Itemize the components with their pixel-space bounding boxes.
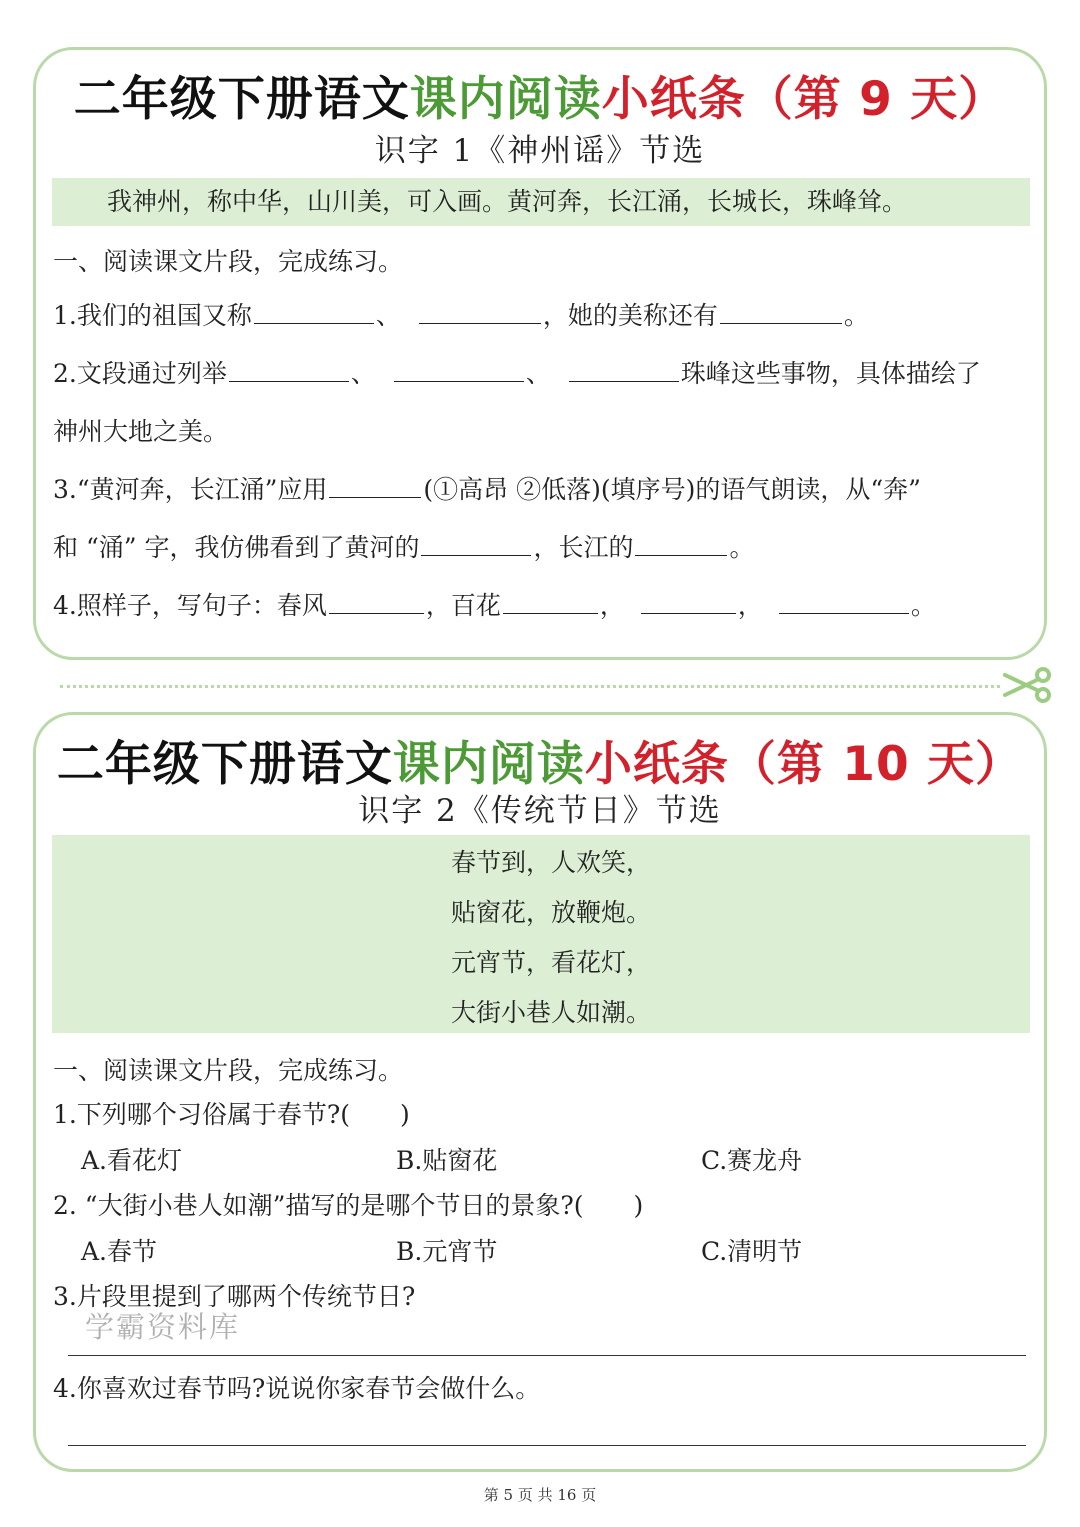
watermark: 学霸资料库 — [85, 1310, 241, 1344]
title-green: 课内阅读 — [392, 737, 585, 792]
day10-question-3: 3.片段里提到了哪两个传统节日? — [53, 1282, 416, 1311]
passage-line: 春节到，人欢笑， — [450, 848, 651, 877]
day9-question-2: 2.文段通过列举 、 、 珠峰这些事物，具体描绘了 — [53, 354, 981, 390]
title-red: 小纸条 — [584, 737, 729, 792]
option-a[interactable]: A.看花灯 — [81, 1146, 183, 1175]
answer-blank[interactable] — [394, 355, 524, 382]
answer-blank[interactable] — [254, 297, 374, 324]
passage-line: 贴窗花，放鞭炮。 — [450, 898, 651, 927]
day9-question-1: 1.我们的祖国又称 、 ，她的美称还有 。 — [53, 296, 869, 332]
day9-card — [33, 47, 1047, 660]
answer-blank[interactable] — [229, 355, 349, 382]
answer-blank[interactable] — [569, 355, 679, 382]
passage-line: 元宵节，看花灯， — [450, 948, 651, 977]
passage-line: 大街小巷人如潮。 — [450, 998, 651, 1027]
day10-passage — [52, 835, 1030, 1033]
title-green: 课内阅读 — [409, 72, 602, 127]
answer-blank[interactable] — [779, 587, 909, 614]
answer-blank[interactable] — [503, 587, 598, 614]
answer-blank[interactable] — [421, 529, 531, 556]
answer-blank[interactable] — [641, 587, 736, 614]
day10-title — [36, 727, 1044, 794]
scissors-icon — [1003, 665, 1053, 705]
answer-blank[interactable] — [720, 297, 842, 324]
title-black: 二年级下册语文 — [73, 72, 410, 127]
option-b[interactable]: B.贴窗花 — [396, 1146, 498, 1175]
day10-section-heading: 一、阅读课文片段，完成练习。 — [53, 1056, 404, 1085]
title-day: （第 10 天） — [728, 737, 1024, 792]
page-footer: 第 5 页 共 16 页 — [483, 1486, 597, 1504]
day9-subtitle: 识字 1《神州谣》节选 — [374, 133, 706, 169]
day9-question-3: 3.“黄河奔，长江涌”应用 (①高昂 ②低落)(填序号)的语气朗读，从“奔” — [53, 470, 921, 506]
answer-line[interactable] — [68, 1445, 1026, 1446]
day10-subtitle: 识字 2《传统节日》节选 — [358, 793, 722, 829]
title-red: 小纸条 — [601, 72, 746, 127]
day10-question-1: 1.下列哪个习俗属于春节?( ) — [53, 1100, 410, 1129]
day10-question-4: 4.你喜欢过春节吗?说说你家春节会做什么。 — [53, 1374, 541, 1403]
answer-line[interactable] — [68, 1355, 1026, 1356]
option-a[interactable]: A.春节 — [81, 1237, 158, 1266]
day10-card — [33, 712, 1047, 1472]
day9-question-2-cont: 神州大地之美。 — [53, 417, 229, 446]
answer-blank[interactable] — [329, 587, 424, 614]
answer-blank[interactable] — [635, 529, 727, 556]
title-day: （第 9 天） — [745, 72, 1007, 127]
answer-blank[interactable] — [419, 297, 541, 324]
day9-question-3-cont: 和 “涌” 字，我仿佛看到了黄河的 ，长江的 。 — [53, 528, 755, 564]
option-b[interactable]: B.元宵节 — [396, 1237, 498, 1266]
option-c[interactable]: C.赛龙舟 — [701, 1146, 803, 1175]
day10-question-2: 2. “大街小巷人如潮”描写的是哪个节日的景象?( ) — [53, 1191, 644, 1220]
day9-title — [36, 62, 1044, 129]
day9-section-heading: 一、阅读课文片段，完成练习。 — [53, 247, 404, 276]
day9-passage: 我神州，称中华，山川美，可入画。黄河奔，长江涌，长城长，珠峰耸。 — [52, 178, 1030, 226]
answer-blank[interactable] — [329, 471, 421, 498]
title-black: 二年级下册语文 — [56, 737, 393, 792]
cut-line-divider — [60, 685, 1000, 688]
option-c[interactable]: C.清明节 — [701, 1237, 803, 1266]
day9-question-4: 4.照样子，写句子：春风 ，百花 ， ， 。 — [53, 586, 936, 622]
